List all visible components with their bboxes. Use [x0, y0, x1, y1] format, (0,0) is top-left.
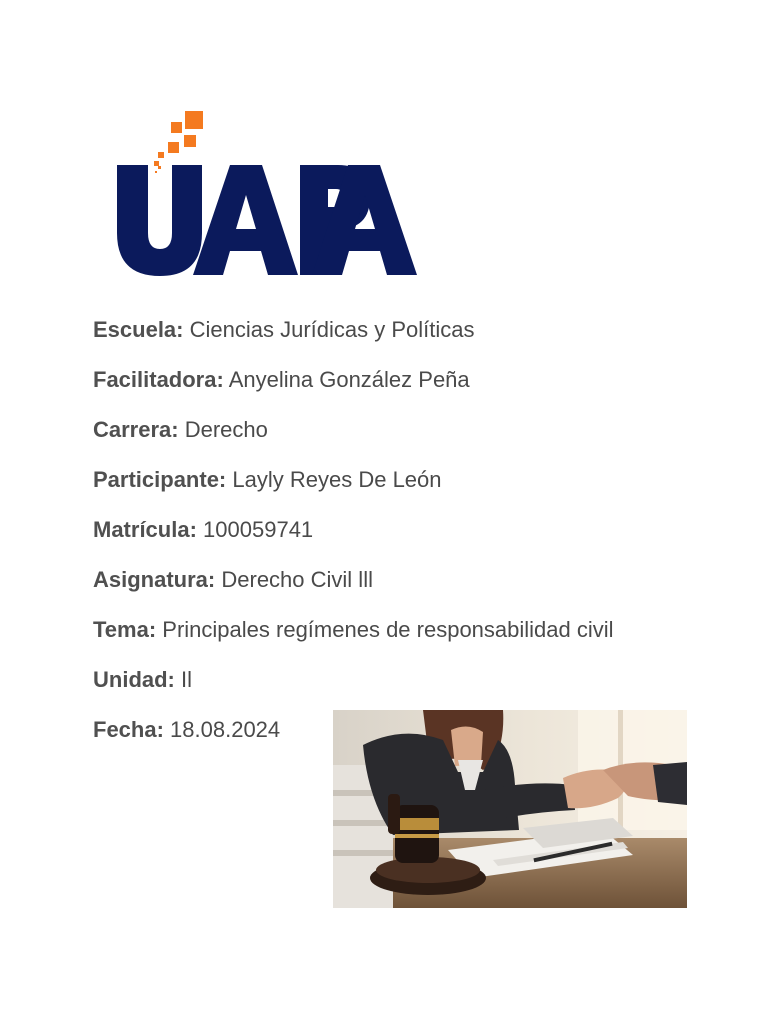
field-carrera — [93, 414, 733, 464]
field-label: Facilitadora: — [93, 367, 224, 392]
student-info — [93, 314, 733, 764]
field-label: Fecha: — [93, 717, 164, 742]
field-tema — [93, 614, 733, 664]
field-value: Ciencias Jurídicas y Políticas — [189, 317, 475, 342]
uapa-logo — [112, 105, 422, 280]
field-value: Il — [181, 667, 193, 692]
field-value: Derecho Civil lll — [221, 567, 373, 592]
field-label: Escuela: — [93, 317, 184, 342]
field-label: Matrícula: — [93, 517, 197, 542]
uapa-logo-graphic — [112, 105, 422, 280]
field-asignatura — [93, 564, 733, 614]
field-matricula — [93, 514, 733, 564]
field-unidad — [93, 664, 733, 714]
field-value: 100059741 — [203, 517, 314, 542]
field-escuela — [93, 314, 733, 364]
field-facilitadora — [93, 364, 733, 414]
field-label: Carrera: — [93, 417, 179, 442]
field-value: Layly Reyes De León — [232, 467, 442, 492]
field-participante — [93, 464, 733, 514]
field-value: Anyelina González Peña — [228, 367, 470, 392]
field-value: 18.08.2024 — [170, 717, 281, 742]
field-value: Derecho — [184, 417, 268, 442]
field-label: Unidad: — [93, 667, 175, 692]
handshake-gavel-image — [333, 710, 687, 908]
field-label: Participante: — [93, 467, 227, 492]
field-label: Asignatura: — [93, 567, 216, 592]
field-label: Tema: — [93, 617, 157, 642]
field-value: Principales regímenes de responsabilidad civil — [162, 617, 614, 642]
handshake-photo — [333, 710, 687, 908]
